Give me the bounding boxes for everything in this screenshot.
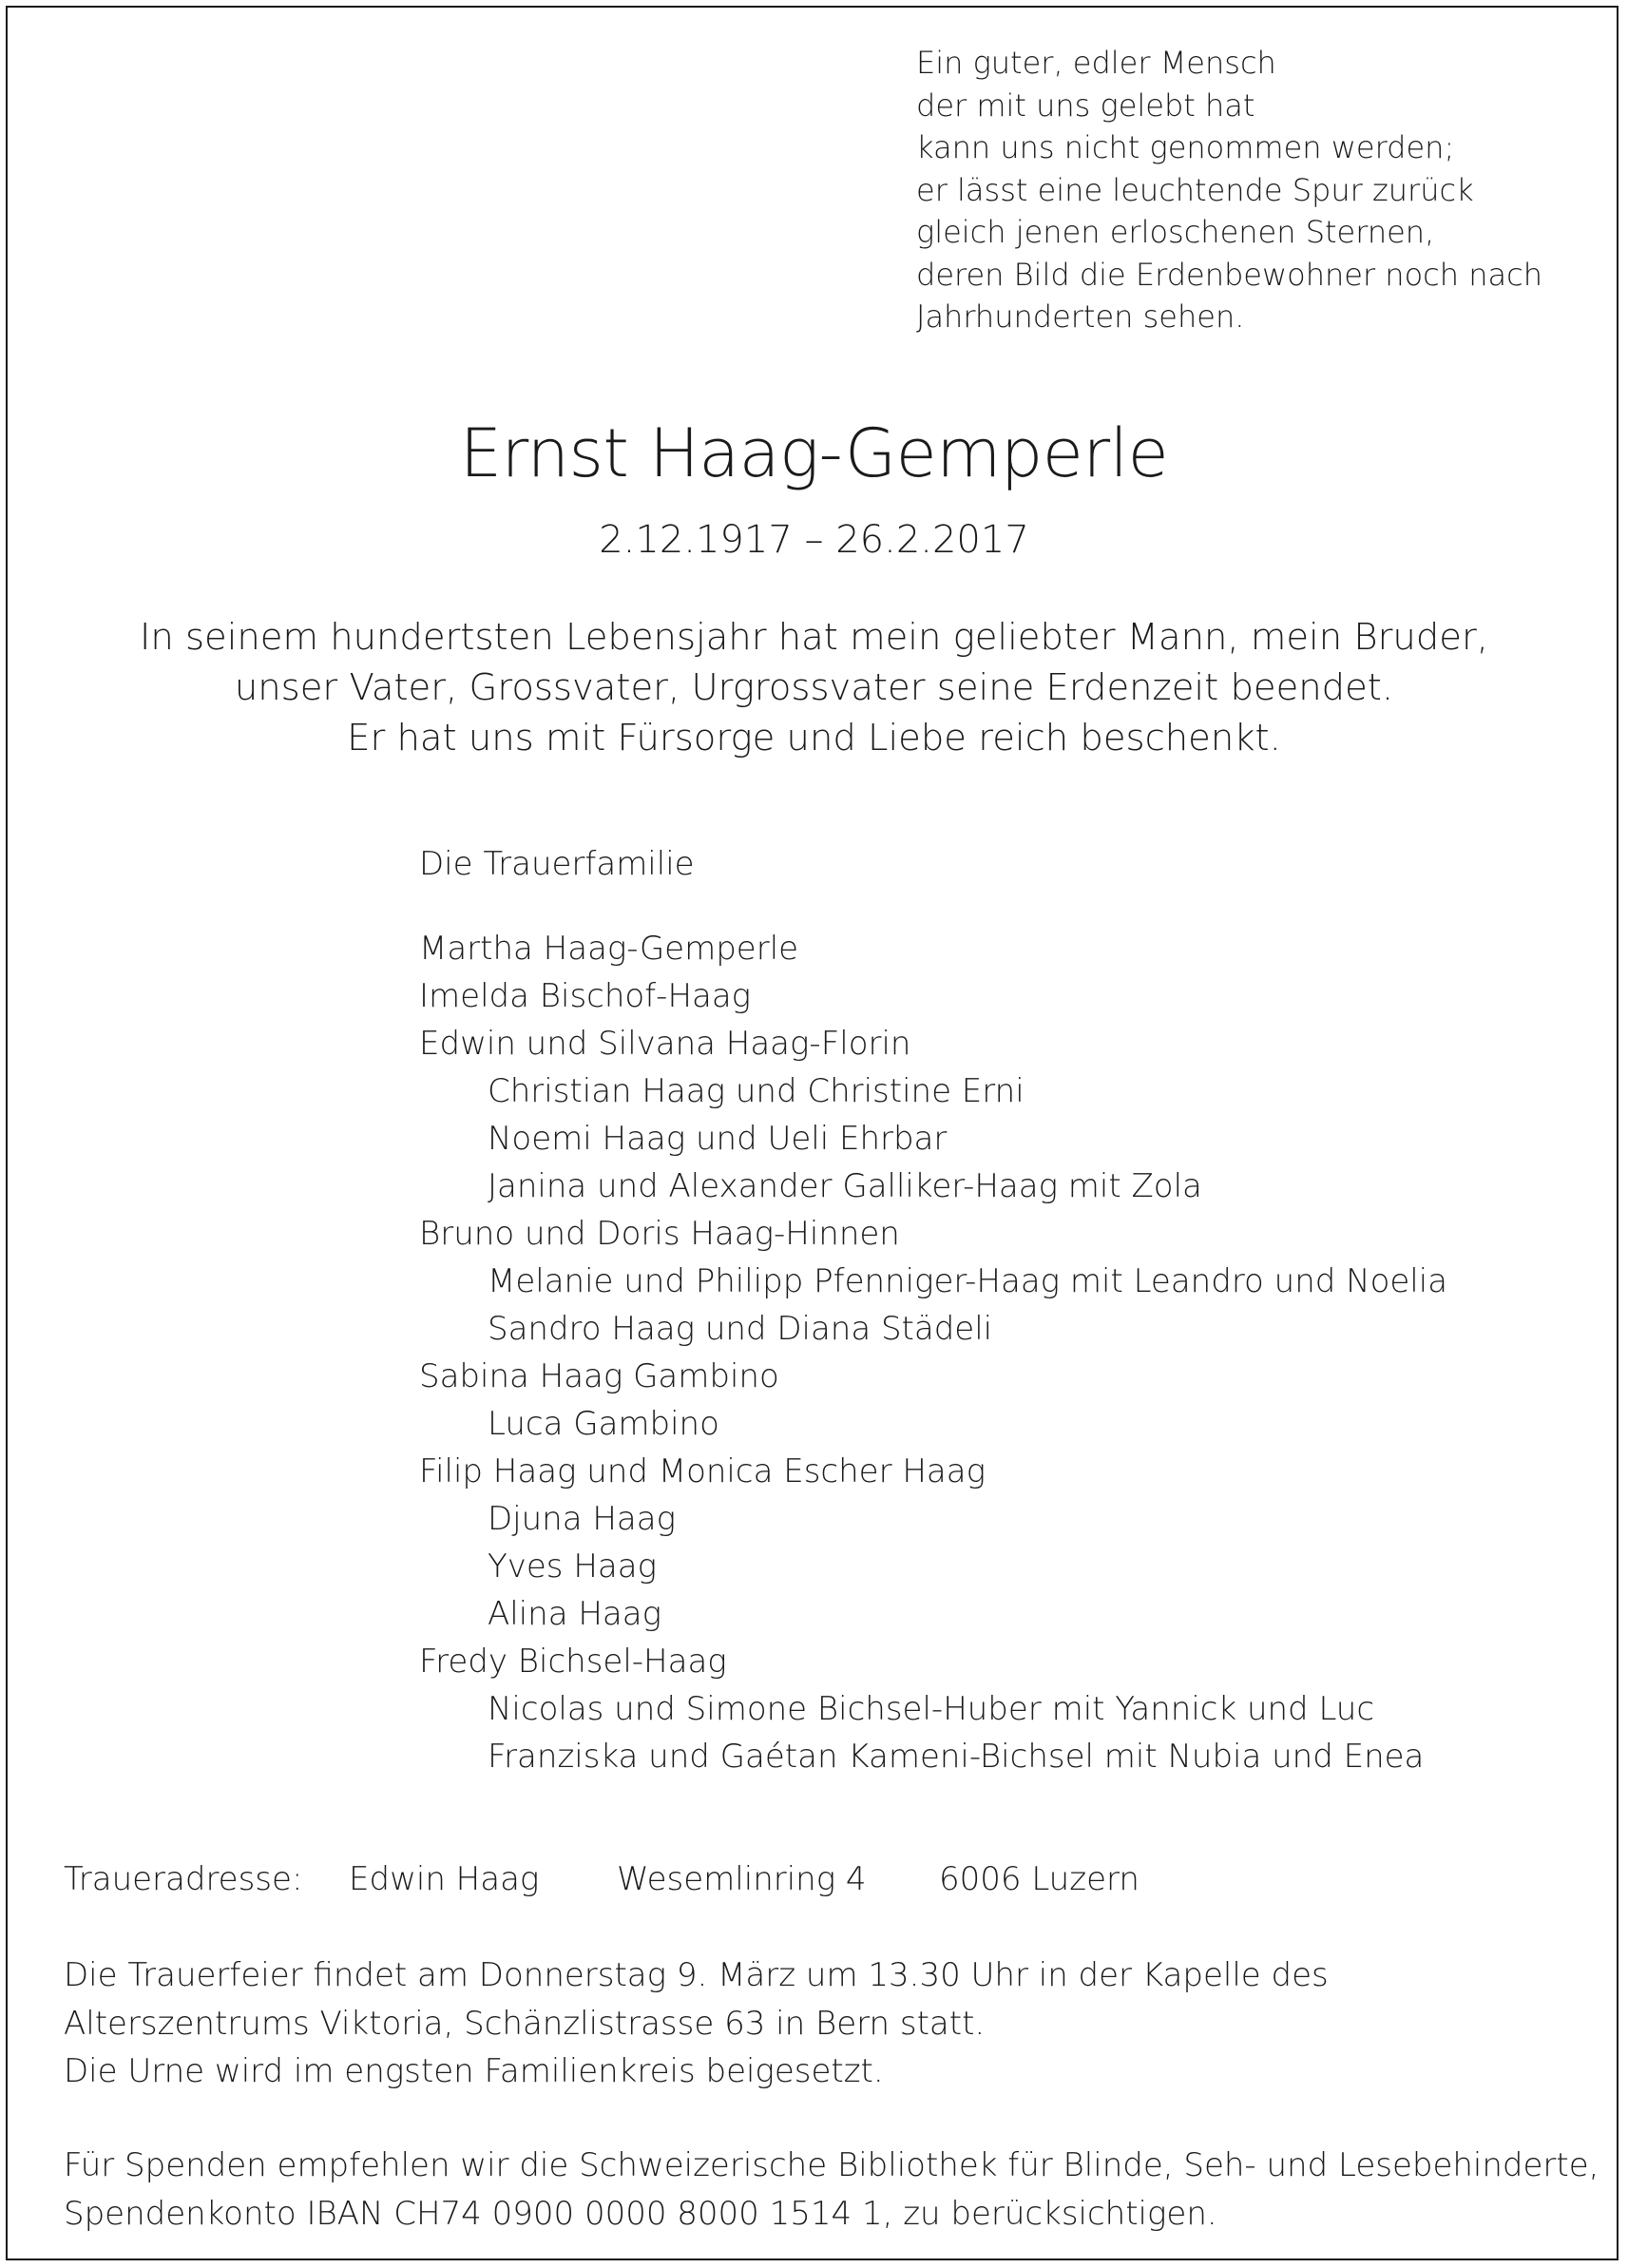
dedication-line: unser Vater, Grossvater, Urgrossvater seine Erdenzeit beendet. <box>234 666 1394 709</box>
poem <box>916 42 1600 338</box>
poem-line: Ein guter, edler Mensch <box>916 45 1276 81</box>
dedication-line: In seinem hundertsten Lebensjahr hat mein geliebter Mann, mein Bruder, <box>139 616 1489 659</box>
ceremony-line: Die Urne wird im engsten Familienkreis beigesetzt. <box>64 2052 884 2090</box>
address-city: 6006 Luzern <box>939 1860 1140 1898</box>
family-member: Martha Haag-Gemperle <box>419 930 799 968</box>
poem-line: deren Bild die Erdenbewohner noch nach <box>916 256 1542 293</box>
poem-line: Jahrhunderten sehen. <box>916 298 1245 335</box>
family-member: Yves Haag <box>488 1547 657 1586</box>
dedication-text <box>0 612 1628 763</box>
family-list <box>419 840 1447 1780</box>
family-member: Filip Haag und Monica Escher Haag <box>419 1452 986 1490</box>
family-member: Sabina Haag Gambino <box>419 1357 779 1395</box>
ceremony-info <box>64 1951 1329 2096</box>
family-member: Melanie und Philipp Pfenniger-Haag mit Leandro und Noelia <box>488 1262 1448 1300</box>
family-member: Noemi Haag und Ueli Ehrbar <box>488 1120 948 1158</box>
address-label: Traueradresse: <box>64 1860 303 1898</box>
family-member: Imelda Bischof-Haag <box>419 977 752 1015</box>
family-member: Djuna Haag <box>488 1500 677 1538</box>
family-member: Janina und Alexander Galliker-Haag mit Zola <box>488 1167 1202 1205</box>
family-member: Edwin und Silvana Haag-Florin <box>419 1025 911 1063</box>
address-name: Edwin Haag <box>349 1860 540 1898</box>
dedication-line: Er hat uns mit Fürsorge und Liebe reich beschenkt. <box>347 717 1281 759</box>
family-member: Franziska und Gaétan Kameni-Bichsel mit Nubia und Enea <box>488 1738 1425 1776</box>
donation-line: Für Spenden empfehlen wir die Schweizerische Bibliothek für Blinde, Seh- und Lesebehinderte, <box>64 2146 1599 2184</box>
poem-line: kann uns nicht genommen werden; <box>916 129 1455 165</box>
donation-info <box>64 2142 1599 2238</box>
family-member: Sandro Haag und Diana Städeli <box>488 1310 993 1348</box>
family-member: Christian Haag und Christine Erni <box>488 1072 1025 1110</box>
poem-line: gleich jenen erloschenen Sternen, <box>916 214 1435 250</box>
deceased-name: Ernst Haag-Gemperle <box>459 414 1169 492</box>
ceremony-line: Die Trauerfeier findet am Donnerstag 9. März um 13.30 Uhr in der Kapelle des <box>64 1956 1329 1994</box>
ceremony-line: Alterszentrums Viktoria, Schänzlistrasse 63 in Bern statt. <box>64 2004 986 2043</box>
family-member: Alina Haag <box>488 1595 661 1633</box>
poem-line: der mit uns gelebt hat <box>916 86 1255 124</box>
donation-line: Spendenkonto IBAN CH74 0900 0000 8000 1514 1, zu berücksichtigen. <box>64 2194 1217 2233</box>
poem-line: er lässt eine leuchtende Spur zurück <box>916 171 1474 208</box>
address-street: Wesemlinring 4 <box>617 1860 867 1898</box>
family-heading: Die Trauerfamilie <box>419 845 695 883</box>
family-member: Bruno und Doris Haag-Hinnen <box>419 1215 900 1253</box>
family-member: Luca Gambino <box>488 1405 719 1443</box>
family-member: Fredy Bichsel-Haag <box>419 1643 727 1681</box>
life-dates: 2.12.1917 – 26.2.2017 <box>599 518 1029 562</box>
family-member: Nicolas und Simone Bichsel-Huber mit Yannick und Luc <box>488 1690 1375 1728</box>
